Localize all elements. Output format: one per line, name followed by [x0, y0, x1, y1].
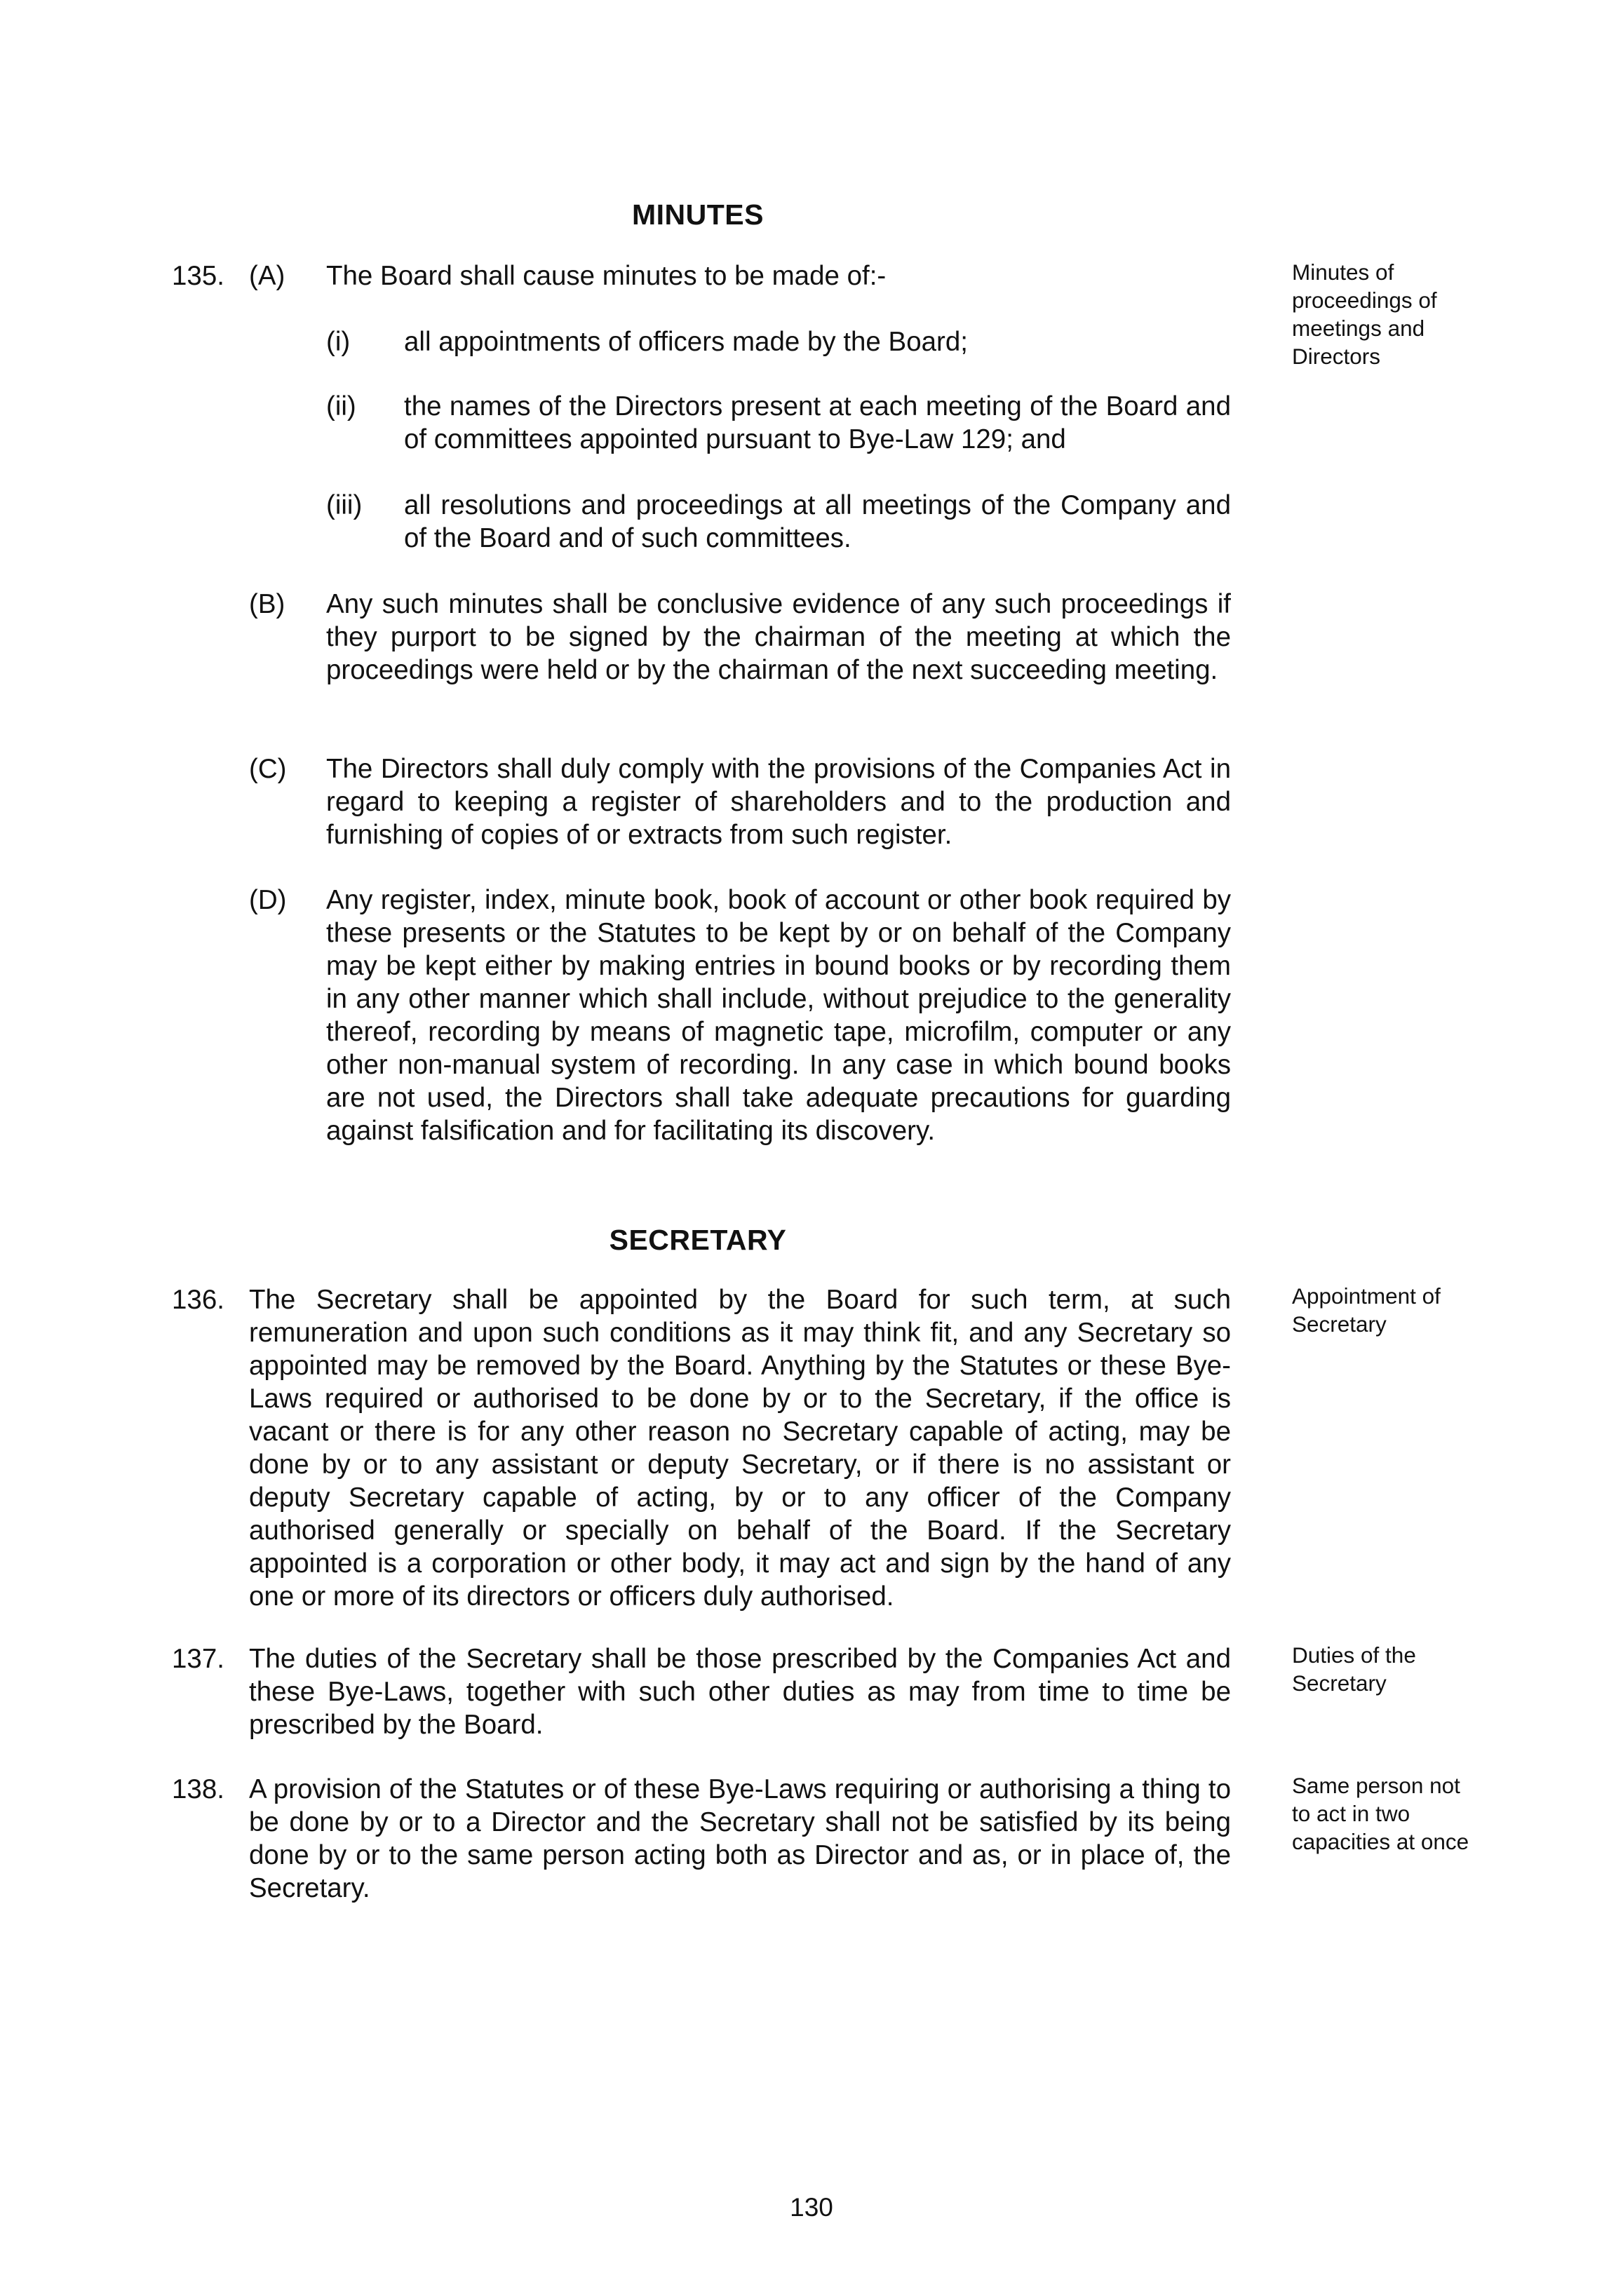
- bye-law-135-d-label: (D): [249, 885, 287, 915]
- bye-law-135-a-label: (A): [249, 261, 285, 291]
- secretary-heading: SECRETARY: [609, 1224, 787, 1256]
- bye-law-135-b-label: (B): [249, 589, 285, 619]
- bye-law-137-text: The duties of the Secretary shall be those prescribed by the Companies Act and these Bye-Laws, together with such other duties as may from time to time be prescribed by the Board.: [249, 1644, 1231, 1740]
- bye-law-138-number: 138.: [172, 1774, 224, 1804]
- bye-law-135-d-text: Any register, index, minute book, book of account or other book required by these presents or the Statutes to be kept by or on behalf of the Company may be kept either by making entries in bound books or by recording them in any other manner which shall include, without prejudice to the generality thereof, recording by means of magnetic tape, microfilm, computer or any other non-manual system of recording. In any case in which bound books are not used, the Directors shall take adequate precautions for guarding against falsification and for facilitating its discovery.: [326, 885, 1231, 1146]
- item-ii-label: (ii): [326, 391, 356, 421]
- page-number: 130: [790, 2193, 833, 2222]
- item-iii-label: (iii): [326, 490, 363, 520]
- margin-note-135: Minutes of proceedings of meetings and Directors: [1292, 259, 1437, 369]
- bye-law-135-a-text: The Board shall cause minutes to be made of:-: [326, 261, 887, 291]
- item-ii-text: the names of the Directors present at each meeting of the Board and of committees appointed pursuant to Bye-Law 129; and: [404, 391, 1231, 454]
- bye-law-137-number: 137.: [172, 1644, 224, 1674]
- bye-law-136-number: 136.: [172, 1285, 224, 1315]
- margin-note-136: Appointment of Secretary: [1292, 1283, 1441, 1337]
- margin-note-137: Duties of the Secretary: [1292, 1642, 1416, 1696]
- margin-note-138: Same person not to act in two capacities at once: [1292, 1773, 1469, 1854]
- item-i-text: all appointments of officers made by the Board;: [404, 327, 968, 357]
- item-iii-text: all resolutions and proceedings at all meetings of the Company and of the Board and of such committees.: [404, 490, 1231, 553]
- bye-law-135-c-label: (C): [249, 754, 287, 784]
- bye-law-135-b-text: Any such minutes shall be conclusive evidence of any such proceedings if they purport to be signed by the chairman of the meeting at which the proceedings were held or by the chairman of the next succeeding meeting.: [326, 589, 1231, 685]
- bye-law-136-text: The Secretary shall be appointed by the Board for such term, at such remuneration and upon such conditions as it may think fit, and any Secretary so appointed may be removed by the Board. Anything by the Statutes or these Bye-Laws required or authorised to be done by or to the Secretary, if the office is vacant or there is for any other reason no Secretary capable of acting, may be done by or to any assistant or deputy Secretary, or if there is no assistant or deputy Secretary capable of acting, by or to any officer of the Company authorised generally or specially on behalf of the Board. If the Secretary appointed is a corporation or other body, it may act and sign by the hand of any one or more of its directors or officers duly authorised.: [249, 1285, 1231, 1612]
- bye-law-135-number: 135.: [172, 261, 224, 291]
- item-i-label: (i): [326, 327, 351, 357]
- minutes-heading: MINUTES: [632, 198, 764, 231]
- bye-law-135-c-text: The Directors shall duly comply with the provisions of the Companies Act in regard to keeping a register of shareholders and to the production and furnishing of copies of or extracts from such register.: [326, 754, 1231, 850]
- bye-law-138-text: A provision of the Statutes or of these Bye-Laws requiring or authorising a thing to be done by or to a Director and the Secretary shall not be satisfied by its being done by or to the same person acting both as Director and as, or in place of, the Secretary.: [249, 1774, 1231, 1903]
